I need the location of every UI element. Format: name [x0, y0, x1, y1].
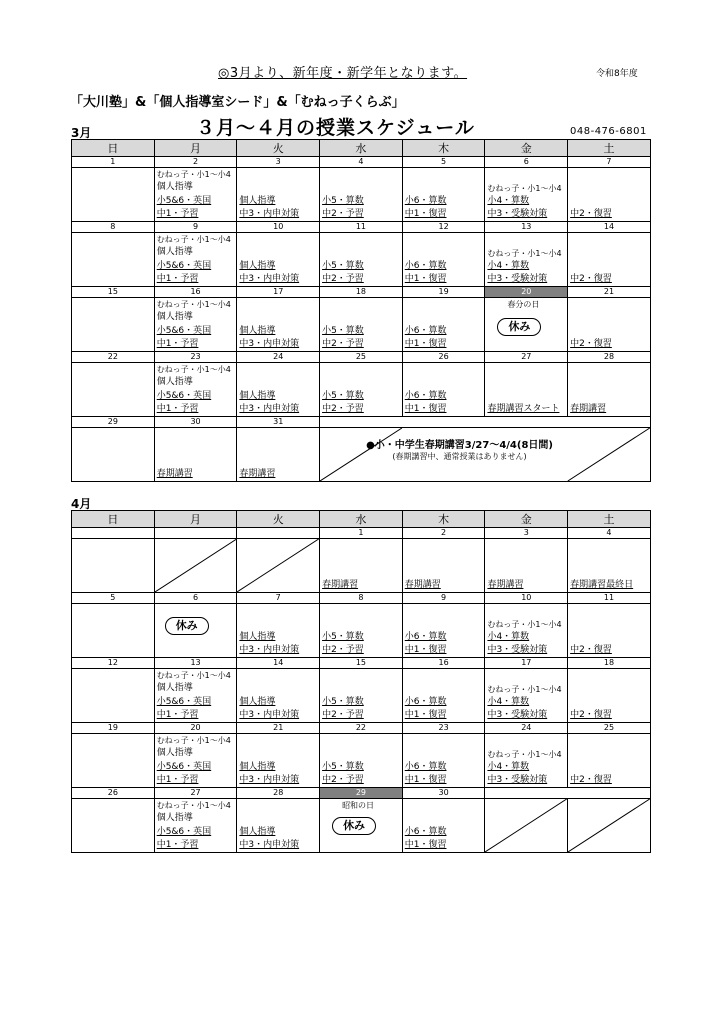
lesson-line: 小4・算数: [487, 196, 530, 206]
lesson-line: 中1・復習: [404, 404, 447, 414]
weekday-header: 火: [237, 511, 320, 528]
day-number: 26: [72, 788, 155, 799]
day-cell: [154, 233, 237, 287]
weekday-header: 土: [568, 511, 651, 528]
lesson-line: 小5・算数: [322, 196, 364, 206]
day-cell: [320, 669, 403, 723]
lesson-line: むねっ子・小1～小4: [487, 620, 562, 629]
day-cell: [72, 168, 155, 222]
lesson-line: 小4・算数: [487, 632, 530, 642]
weekday-header: 日: [72, 140, 155, 157]
lesson-line: 個人指導: [156, 182, 193, 192]
day-cell: [237, 233, 320, 287]
day-cell: [72, 298, 155, 352]
lesson-line: 小6・算数: [404, 632, 447, 642]
april-label: 4月: [71, 497, 92, 511]
day-cell: [154, 363, 237, 417]
strike-line: [237, 539, 319, 592]
day-number: 13: [154, 658, 237, 669]
lesson-line: 個人指導: [239, 326, 276, 336]
lesson-line: 中2・予習: [322, 710, 364, 720]
lesson-line: 小6・算数: [404, 326, 447, 336]
march-calendar: [71, 139, 651, 482]
spring-label: 春期講習: [239, 469, 276, 479]
spacer-cell: [485, 788, 650, 799]
day-cell: [402, 363, 485, 417]
day-cell: [568, 604, 651, 658]
day-cell: [154, 428, 237, 482]
day-number-holiday: 29: [320, 788, 403, 799]
day-cell: [402, 233, 485, 287]
lesson-line: 小5&6・英国: [156, 697, 212, 707]
day-cell: [237, 669, 320, 723]
weekday-header: 水: [320, 140, 403, 157]
strike-line: [155, 539, 237, 592]
day-cell: [72, 734, 155, 788]
lesson-line: 小5&6・英国: [156, 762, 212, 772]
day-cell: [320, 233, 403, 287]
lesson-line: 中2・予習: [322, 274, 364, 284]
lesson-line: 中1・復習: [404, 645, 447, 655]
lesson-line: 個人指導: [156, 748, 193, 758]
lesson-line: 中1・復習: [404, 339, 447, 349]
lesson-line: 中3・内申対策: [239, 209, 300, 219]
spring-label: 春期講習: [404, 580, 441, 590]
lesson-line: 中3・受験対策: [487, 209, 548, 219]
lesson-line: 中3・受験対策: [487, 645, 548, 655]
weekday-header: 水: [320, 511, 403, 528]
lesson-line: 個人指導: [239, 391, 276, 401]
lesson-line: 小5&6・英国: [156, 261, 212, 271]
lesson-line: 個人指導: [156, 813, 193, 823]
lesson-line: むねっ子・小1～小4: [156, 671, 231, 680]
lesson-line: 中2・復習: [570, 775, 612, 785]
day-cell: [402, 168, 485, 222]
day-number: 12: [402, 222, 485, 233]
day-cell: [568, 168, 651, 222]
day-cell: [402, 669, 485, 723]
day-number: 16: [402, 658, 485, 669]
lesson-line: 小4・算数: [487, 697, 530, 707]
spring-label: 春期講習: [487, 580, 524, 590]
lesson-line: 中2・予習: [322, 209, 364, 219]
lesson-line: 中1・予習: [156, 209, 199, 219]
lesson-line: むねっ子・小1～小4: [487, 750, 562, 759]
lesson-line: むねっ子・小1～小4: [487, 184, 562, 193]
lesson-line: 個人指導: [239, 261, 276, 271]
lesson-line: 小6・算数: [404, 391, 447, 401]
lesson-line: 中3・内申対策: [239, 775, 300, 785]
day-cell: [320, 168, 403, 222]
day-number: 21: [568, 287, 651, 298]
spring-note-sub: (春期講習中、通常授業はありません): [392, 452, 527, 461]
day-cell: [72, 604, 155, 658]
strike-line: [568, 799, 650, 852]
day-number: [72, 528, 155, 539]
lesson-line: 小6・算数: [404, 697, 447, 707]
lesson-line: 小6・算数: [404, 261, 447, 271]
day-number: 2: [402, 528, 485, 539]
day-cell: [485, 168, 568, 222]
day-cell: [568, 363, 651, 417]
day-cell: [568, 298, 651, 352]
day-number: 3: [485, 528, 568, 539]
day-cell: [320, 363, 403, 417]
lesson-line: むねっ子・小1～小4: [156, 235, 231, 244]
lesson-line: 中3・内申対策: [239, 339, 300, 349]
lesson-line: 小4・算数: [487, 762, 530, 772]
day-cell: [568, 539, 651, 593]
lesson-line: 個人指導: [239, 762, 276, 772]
day-number: 21: [237, 723, 320, 734]
day-cell: [402, 298, 485, 352]
day-cell: [154, 799, 237, 853]
lesson-line: 小5・算数: [322, 261, 364, 271]
day-number: 5: [72, 593, 155, 604]
holiday-badge: 休み: [165, 617, 209, 635]
lesson-line: 中1・予習: [156, 404, 199, 414]
day-number: 4: [568, 528, 651, 539]
lesson-line: 中1・予習: [156, 775, 199, 785]
day-number: 1: [72, 157, 155, 168]
lesson-line: 中3・受験対策: [487, 710, 548, 720]
day-cell: [320, 298, 403, 352]
day-number: 5: [402, 157, 485, 168]
march-label: 3月: [71, 126, 92, 140]
day-cell: [237, 168, 320, 222]
lesson-line: 小6・算数: [404, 762, 447, 772]
day-number: 16: [154, 287, 237, 298]
lesson-line: 小5・算数: [322, 391, 364, 401]
page-title: ３月～４月の授業スケジュール: [196, 117, 475, 139]
fiscal-year: 令和8年度: [596, 69, 638, 79]
day-number: 9: [154, 222, 237, 233]
lesson-line: 中1・復習: [404, 710, 447, 720]
day-cell: [402, 604, 485, 658]
day-cell: [237, 734, 320, 788]
april-calendar: [71, 510, 651, 853]
spring-label: 春期講習: [570, 404, 607, 414]
day-cell: [237, 428, 320, 482]
day-cell: [485, 604, 568, 658]
weekday-header: 金: [485, 140, 568, 157]
lesson-line: 中2・予習: [322, 775, 364, 785]
weekday-header: 土: [568, 140, 651, 157]
day-cell: [72, 799, 155, 853]
lesson-line: むねっ子・小1～小4: [156, 300, 231, 309]
day-cell: [568, 669, 651, 723]
day-number: 7: [568, 157, 651, 168]
lesson-line: 中1・予習: [156, 710, 199, 720]
lesson-line: 中1・予習: [156, 840, 199, 850]
lesson-line: 小5&6・英国: [156, 391, 212, 401]
day-number: 27: [154, 788, 237, 799]
spacer-cell: [320, 417, 651, 428]
day-cell: [154, 168, 237, 222]
lesson-line: 中2・復習: [570, 274, 612, 284]
day-cell: [485, 233, 568, 287]
day-number: 25: [320, 352, 403, 363]
day-cell: [72, 363, 155, 417]
day-number: 19: [72, 723, 155, 734]
day-number: 23: [402, 723, 485, 734]
lesson-line: 小5・算数: [322, 697, 364, 707]
day-number: 30: [154, 417, 237, 428]
lesson-line: 小5・算数: [322, 326, 364, 336]
lesson-line: 中1・復習: [404, 274, 447, 284]
lesson-line: 中2・復習: [570, 645, 612, 655]
lesson-line: 個人指導: [239, 827, 276, 837]
spring-last-label: 春期講習最終日: [570, 580, 634, 590]
holiday-badge: 休み: [497, 318, 541, 336]
lesson-line: 小4・算数: [487, 261, 530, 271]
day-cell: [237, 799, 320, 853]
lesson-line: 個人指導: [156, 312, 193, 322]
day-number: 17: [485, 658, 568, 669]
weekday-header: 木: [402, 140, 485, 157]
day-number: 13: [485, 222, 568, 233]
day-number: 10: [485, 593, 568, 604]
lesson-line: 中3・受験対策: [487, 274, 548, 284]
day-number: 24: [485, 723, 568, 734]
day-cell: [485, 363, 568, 417]
day-number: 14: [568, 222, 651, 233]
day-number: 19: [402, 287, 485, 298]
lesson-line: むねっ子・小1～小4: [156, 801, 231, 810]
day-cell: [402, 539, 485, 593]
lesson-line: 中3・内申対策: [239, 404, 300, 414]
lesson-line: 中3・内申対策: [239, 840, 300, 850]
day-cell: [320, 734, 403, 788]
lesson-line: むねっ子・小1～小4: [487, 249, 562, 258]
lesson-line: 小5・算数: [322, 632, 364, 642]
day-cell: [154, 539, 237, 593]
day-cell: [485, 669, 568, 723]
day-number: 20: [154, 723, 237, 734]
weekday-header: 月: [154, 140, 237, 157]
day-number: 28: [568, 352, 651, 363]
day-number: 3: [237, 157, 320, 168]
day-cell: [72, 539, 155, 593]
day-number: 22: [320, 723, 403, 734]
day-number: 17: [237, 287, 320, 298]
day-number: 11: [568, 593, 651, 604]
day-number-holiday: 20: [485, 287, 568, 298]
lesson-line: 中1・復習: [404, 209, 447, 219]
day-cell: [320, 604, 403, 658]
spring-note-title: ●小・中学生春期講習3/27～4/4(8日間): [366, 440, 553, 451]
day-number: 28: [237, 788, 320, 799]
day-cell: [485, 799, 568, 853]
day-number: 31: [237, 417, 320, 428]
lesson-line: 小5&6・英国: [156, 326, 212, 336]
day-cell: [320, 539, 403, 593]
day-number: 2: [154, 157, 237, 168]
day-number: 7: [237, 593, 320, 604]
day-cell: [237, 539, 320, 593]
lesson-line: 個人指導: [156, 683, 193, 693]
lesson-line: 小5&6・英国: [156, 196, 212, 206]
lesson-line: むねっ子・小1～小4: [156, 170, 231, 179]
lesson-line: 中2・復習: [570, 339, 612, 349]
day-number: 14: [237, 658, 320, 669]
lesson-line: 小6・算数: [404, 827, 447, 837]
day-number: 18: [568, 658, 651, 669]
day-number: 15: [72, 287, 155, 298]
lesson-line: 中2・予習: [322, 339, 364, 349]
lesson-line: 中1・予習: [156, 339, 199, 349]
lesson-line: 中2・復習: [570, 710, 612, 720]
lesson-line: 個人指導: [239, 196, 276, 206]
day-cell: [72, 428, 155, 482]
lesson-line: 中2・予習: [322, 645, 364, 655]
day-number: 9: [402, 593, 485, 604]
lesson-line: 個人指導: [239, 697, 276, 707]
weekday-header: 木: [402, 511, 485, 528]
day-cell: [237, 298, 320, 352]
spring-label: 春期講習: [322, 580, 359, 590]
weekday-header: 日: [72, 511, 155, 528]
day-cell: [320, 799, 403, 853]
lesson-line: むねっ子・小1～小4: [156, 365, 231, 374]
lesson-line: 小5・算数: [322, 762, 364, 772]
day-cell: [154, 669, 237, 723]
day-number: 6: [485, 157, 568, 168]
lesson-line: 中1・予習: [156, 274, 199, 284]
day-number: 10: [237, 222, 320, 233]
day-cell: [485, 734, 568, 788]
lesson-line: むねっ子・小1～小4: [487, 685, 562, 694]
weekday-header: 火: [237, 140, 320, 157]
strike-line: [485, 799, 567, 852]
lesson-line: 中2・復習: [570, 209, 612, 219]
day-number: [154, 528, 237, 539]
day-number: 8: [72, 222, 155, 233]
day-cell: [154, 604, 237, 658]
spring-course-note: [366, 436, 553, 462]
lesson-line: 中1・復習: [404, 775, 447, 785]
day-number: 25: [568, 723, 651, 734]
day-number: 1: [320, 528, 403, 539]
day-number: 27: [485, 352, 568, 363]
day-number: [237, 528, 320, 539]
day-cell: [568, 799, 651, 853]
lesson-line: 中3・受験対策: [487, 775, 548, 785]
weekday-header: 金: [485, 511, 568, 528]
holiday-badge: 休み: [332, 817, 376, 835]
weekday-header: 月: [154, 511, 237, 528]
lesson-line: 中3・内申対策: [239, 645, 300, 655]
day-cell: [154, 298, 237, 352]
day-number: 26: [402, 352, 485, 363]
empty-days-cell: [320, 428, 651, 482]
day-number: 29: [72, 417, 155, 428]
lesson-line: むねっ子・小1～小4: [156, 736, 231, 745]
day-number: 24: [237, 352, 320, 363]
day-cell: [568, 233, 651, 287]
day-number: 11: [320, 222, 403, 233]
holiday-name: 春分の日: [507, 300, 540, 309]
lesson-line: 中2・予習: [322, 404, 364, 414]
lesson-line: 小6・算数: [404, 196, 447, 206]
day-cell: [485, 539, 568, 593]
lesson-line: 中3・内申対策: [239, 710, 300, 720]
day-cell: [485, 298, 568, 352]
day-number: 18: [320, 287, 403, 298]
day-number: 22: [72, 352, 155, 363]
lesson-line: 個人指導: [156, 247, 193, 257]
day-cell: [154, 734, 237, 788]
school-names: 「大川塾」&「個人指導室シード」&「むねっ子くらぶ」: [70, 95, 405, 110]
top-notice: ◎3月より、新年度・新学年となります。: [218, 66, 468, 81]
day-number: 30: [402, 788, 485, 799]
day-number: 12: [72, 658, 155, 669]
day-number: 6: [154, 593, 237, 604]
day-cell: [72, 233, 155, 287]
day-number: 4: [320, 157, 403, 168]
day-number: 23: [154, 352, 237, 363]
day-cell: [402, 734, 485, 788]
lesson-line: 中3・内申対策: [239, 274, 300, 284]
spring-label: 春期講習: [156, 469, 193, 479]
day-cell: [72, 669, 155, 723]
lesson-line: 中1・復習: [404, 840, 447, 850]
spring-start-label: 春期講習スタート: [487, 404, 560, 414]
day-cell: [568, 734, 651, 788]
lesson-line: 小5&6・英国: [156, 827, 212, 837]
lesson-line: 個人指導: [239, 632, 276, 642]
day-cell: [237, 363, 320, 417]
day-number: 15: [320, 658, 403, 669]
phone-number: 048-476-6801: [570, 126, 647, 137]
holiday-name: 昭和の日: [342, 801, 375, 810]
day-cell: [237, 604, 320, 658]
day-number: 8: [320, 593, 403, 604]
lesson-line: 個人指導: [156, 377, 193, 387]
day-cell: [402, 799, 485, 853]
